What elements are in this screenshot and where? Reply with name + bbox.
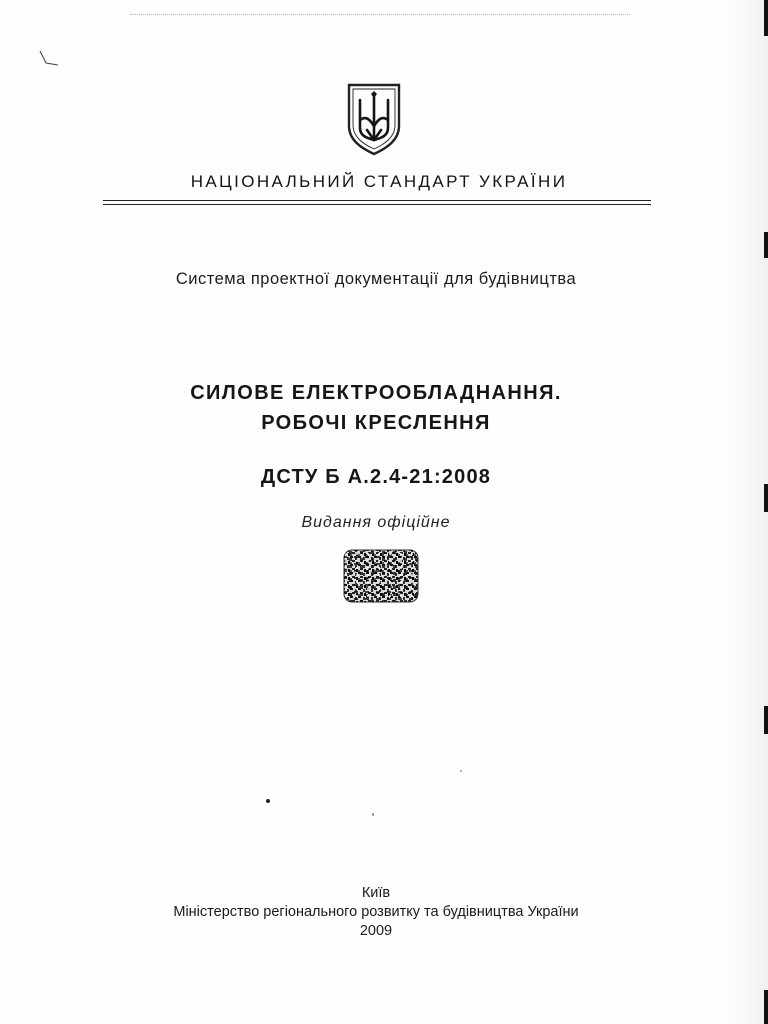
publication-info bbox=[0, 884, 752, 941]
pen-mark-icon bbox=[38, 50, 60, 66]
scan-edge-mark bbox=[764, 484, 768, 512]
scan-speck bbox=[372, 813, 374, 816]
scan-top-artifact bbox=[130, 14, 630, 15]
publication-city: Київ bbox=[361, 885, 391, 901]
publication-year: 2009 bbox=[359, 923, 393, 939]
document-title-line: СИЛОВЕ ЕЛЕКТРООБЛАДНАННЯ. bbox=[190, 382, 562, 404]
scan-speck bbox=[266, 799, 270, 803]
documentation-system-subtitle: Система проектної документації для будівництва bbox=[175, 270, 577, 288]
hologram-stamp-icon bbox=[342, 548, 420, 604]
standard-code: ДСТУ Б А.2.4-21:2008 bbox=[260, 466, 492, 488]
scan-edge-shadow bbox=[726, 0, 768, 1024]
header-rule bbox=[103, 204, 651, 205]
scan-speck bbox=[460, 770, 462, 772]
national-standard-heading: НАЦІОНАЛЬНИЙ СТАНДАРТ УКРАЇНИ bbox=[190, 172, 568, 191]
header-rule bbox=[103, 200, 651, 201]
scan-edge-mark bbox=[764, 990, 768, 1024]
scan-edge-mark bbox=[764, 0, 768, 36]
ukraine-trident-emblem-icon bbox=[345, 82, 403, 156]
scan-edge-mark bbox=[764, 706, 768, 734]
edition-label: Видання офіційне bbox=[301, 514, 451, 531]
publisher-name: Міністерство регіонального розвитку та будівництва України bbox=[173, 904, 579, 920]
document-title bbox=[0, 378, 752, 438]
scan-edge-mark bbox=[764, 232, 768, 258]
document-title-line: РОБОЧІ КРЕСЛЕННЯ bbox=[261, 412, 491, 434]
